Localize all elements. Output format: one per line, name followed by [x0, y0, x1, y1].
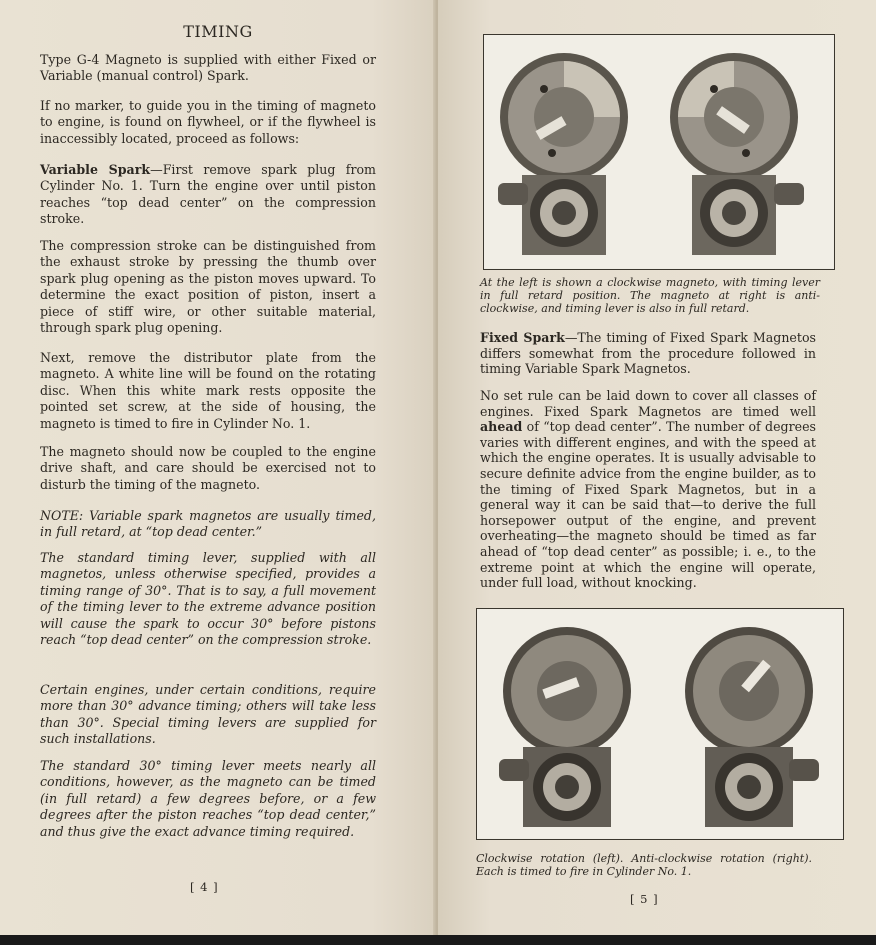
marker-paragraph: If no marker, to guide you in the timing of magneto to engine, is found on flywheel, or if the flywheel is inaccessibly located, proceed as follows:	[40, 98, 376, 146]
variable-spark-text: —First remove spark plug from Cylinder No. 1. Turn the engine over until piston reaches “top dead center” on the compression stroke.	[40, 162, 377, 227]
variable-spark-heading: Variable Spark	[40, 162, 151, 177]
page-title: TIMING	[183, 22, 253, 41]
certain-engines-paragraph: Certain engines, under certain conditions, require more than 30° advance timing; others will take less than 30°. Special timing levers are supplied for such installations.	[40, 682, 376, 747]
fixed-spark-text: —The timing of Fixed Spark Magnetos differs somewhat from the procedure followed in timing Variable Spark Magnetos.	[480, 330, 816, 377]
intro-paragraph: Type G-4 Magneto is supplied with either Fixed or Variable (manual control) Spark.	[40, 52, 376, 84]
scan-bottom-edge	[0, 935, 876, 945]
distributor-paragraph: Next, remove the distributor plate from the magneto. A white line will be found on the rotating disc. When this white mark rests opposite the pointed set screw, at the side of housing, the magneto is timed to fire in Cylinder No. 1.	[40, 350, 376, 431]
coupling-paragraph: The magneto should now be coupled to the engine drive shaft, and care should be exercised not to disturb the timing of the magneto.	[40, 444, 376, 492]
page-number-right: [ 5 ]	[630, 892, 659, 906]
no-set-rule-paragraph	[480, 388, 816, 591]
variable-spark-paragraph	[40, 162, 376, 228]
magneto-pair-retard-illustration	[484, 35, 833, 268]
standard-lever-paragraph: The standard 30° timing lever meets nearly all conditions, however, as the magneto can be timed (in full retard) a few degrees before, or a few degrees after the piston reaches “top dead center,” and thus give the exact advance timing required.	[40, 758, 376, 839]
fixed-spark-heading: Fixed Spark	[480, 330, 565, 345]
top-photo-caption: At the left is shown a clockwise magneto, with timing lever in full retard position. The magneto at right is anti-clockwise, and timing lever is also in full retard.	[480, 276, 820, 315]
left-page	[0, 0, 436, 935]
fixed-spark-paragraph	[480, 330, 816, 377]
magneto-pair-rotation-illustration	[477, 609, 842, 838]
note-paragraph: NOTE: Variable spark magnetos are usually timed, in full retard, at “top dead center.”	[40, 508, 376, 540]
no-set-rule-text-a: No set rule can be laid down to cover all classes of engines. Fixed Spark Magnetos are timed well	[480, 388, 816, 419]
bottom-photo-caption: Clockwise rotation (left). Anti-clockwise rotation (right). Each is timed to fire in Cylinder No. 1.	[476, 852, 812, 878]
page-number-left: [ 4 ]	[190, 880, 219, 894]
right-page	[438, 0, 876, 935]
no-set-rule-emphasis: ahead	[480, 419, 523, 435]
timing-lever-paragraph: The standard timing lever, supplied with all magnetos, unless otherwise specified, provides a timing range of 30°. That is to say, a full movement of the timing lever to the extreme advance position will cause the spark to occur 30° before pistons reach “top dead center” on the compression stroke.	[40, 550, 376, 648]
magneto-photo-bottom	[476, 608, 844, 840]
no-set-rule-text-b: of “top dead center”. The number of degrees varies with different engines, and with the speed at which the engine operates. It is usually advisable to secure definite advice from the engine builder, as to the timing of Fixed Spark Magnetos, but in a general way it can be said that—to derive the full horsepower output of the engine, and prevent overheating—the magneto should be timed as far ahead of “top dead center” as possible; i. e., to the extreme point at which the engine will operate, under full load, without knocking.	[480, 419, 816, 591]
compression-paragraph: The compression stroke can be distinguished from the exhaust stroke by pressing the thumb over spark plug opening as the piston moves upward. To determine the exact position of piston, insert a piece of stiff wire, or other suitable material, through spark plug opening.	[40, 238, 376, 336]
magneto-photo-top	[483, 34, 835, 270]
